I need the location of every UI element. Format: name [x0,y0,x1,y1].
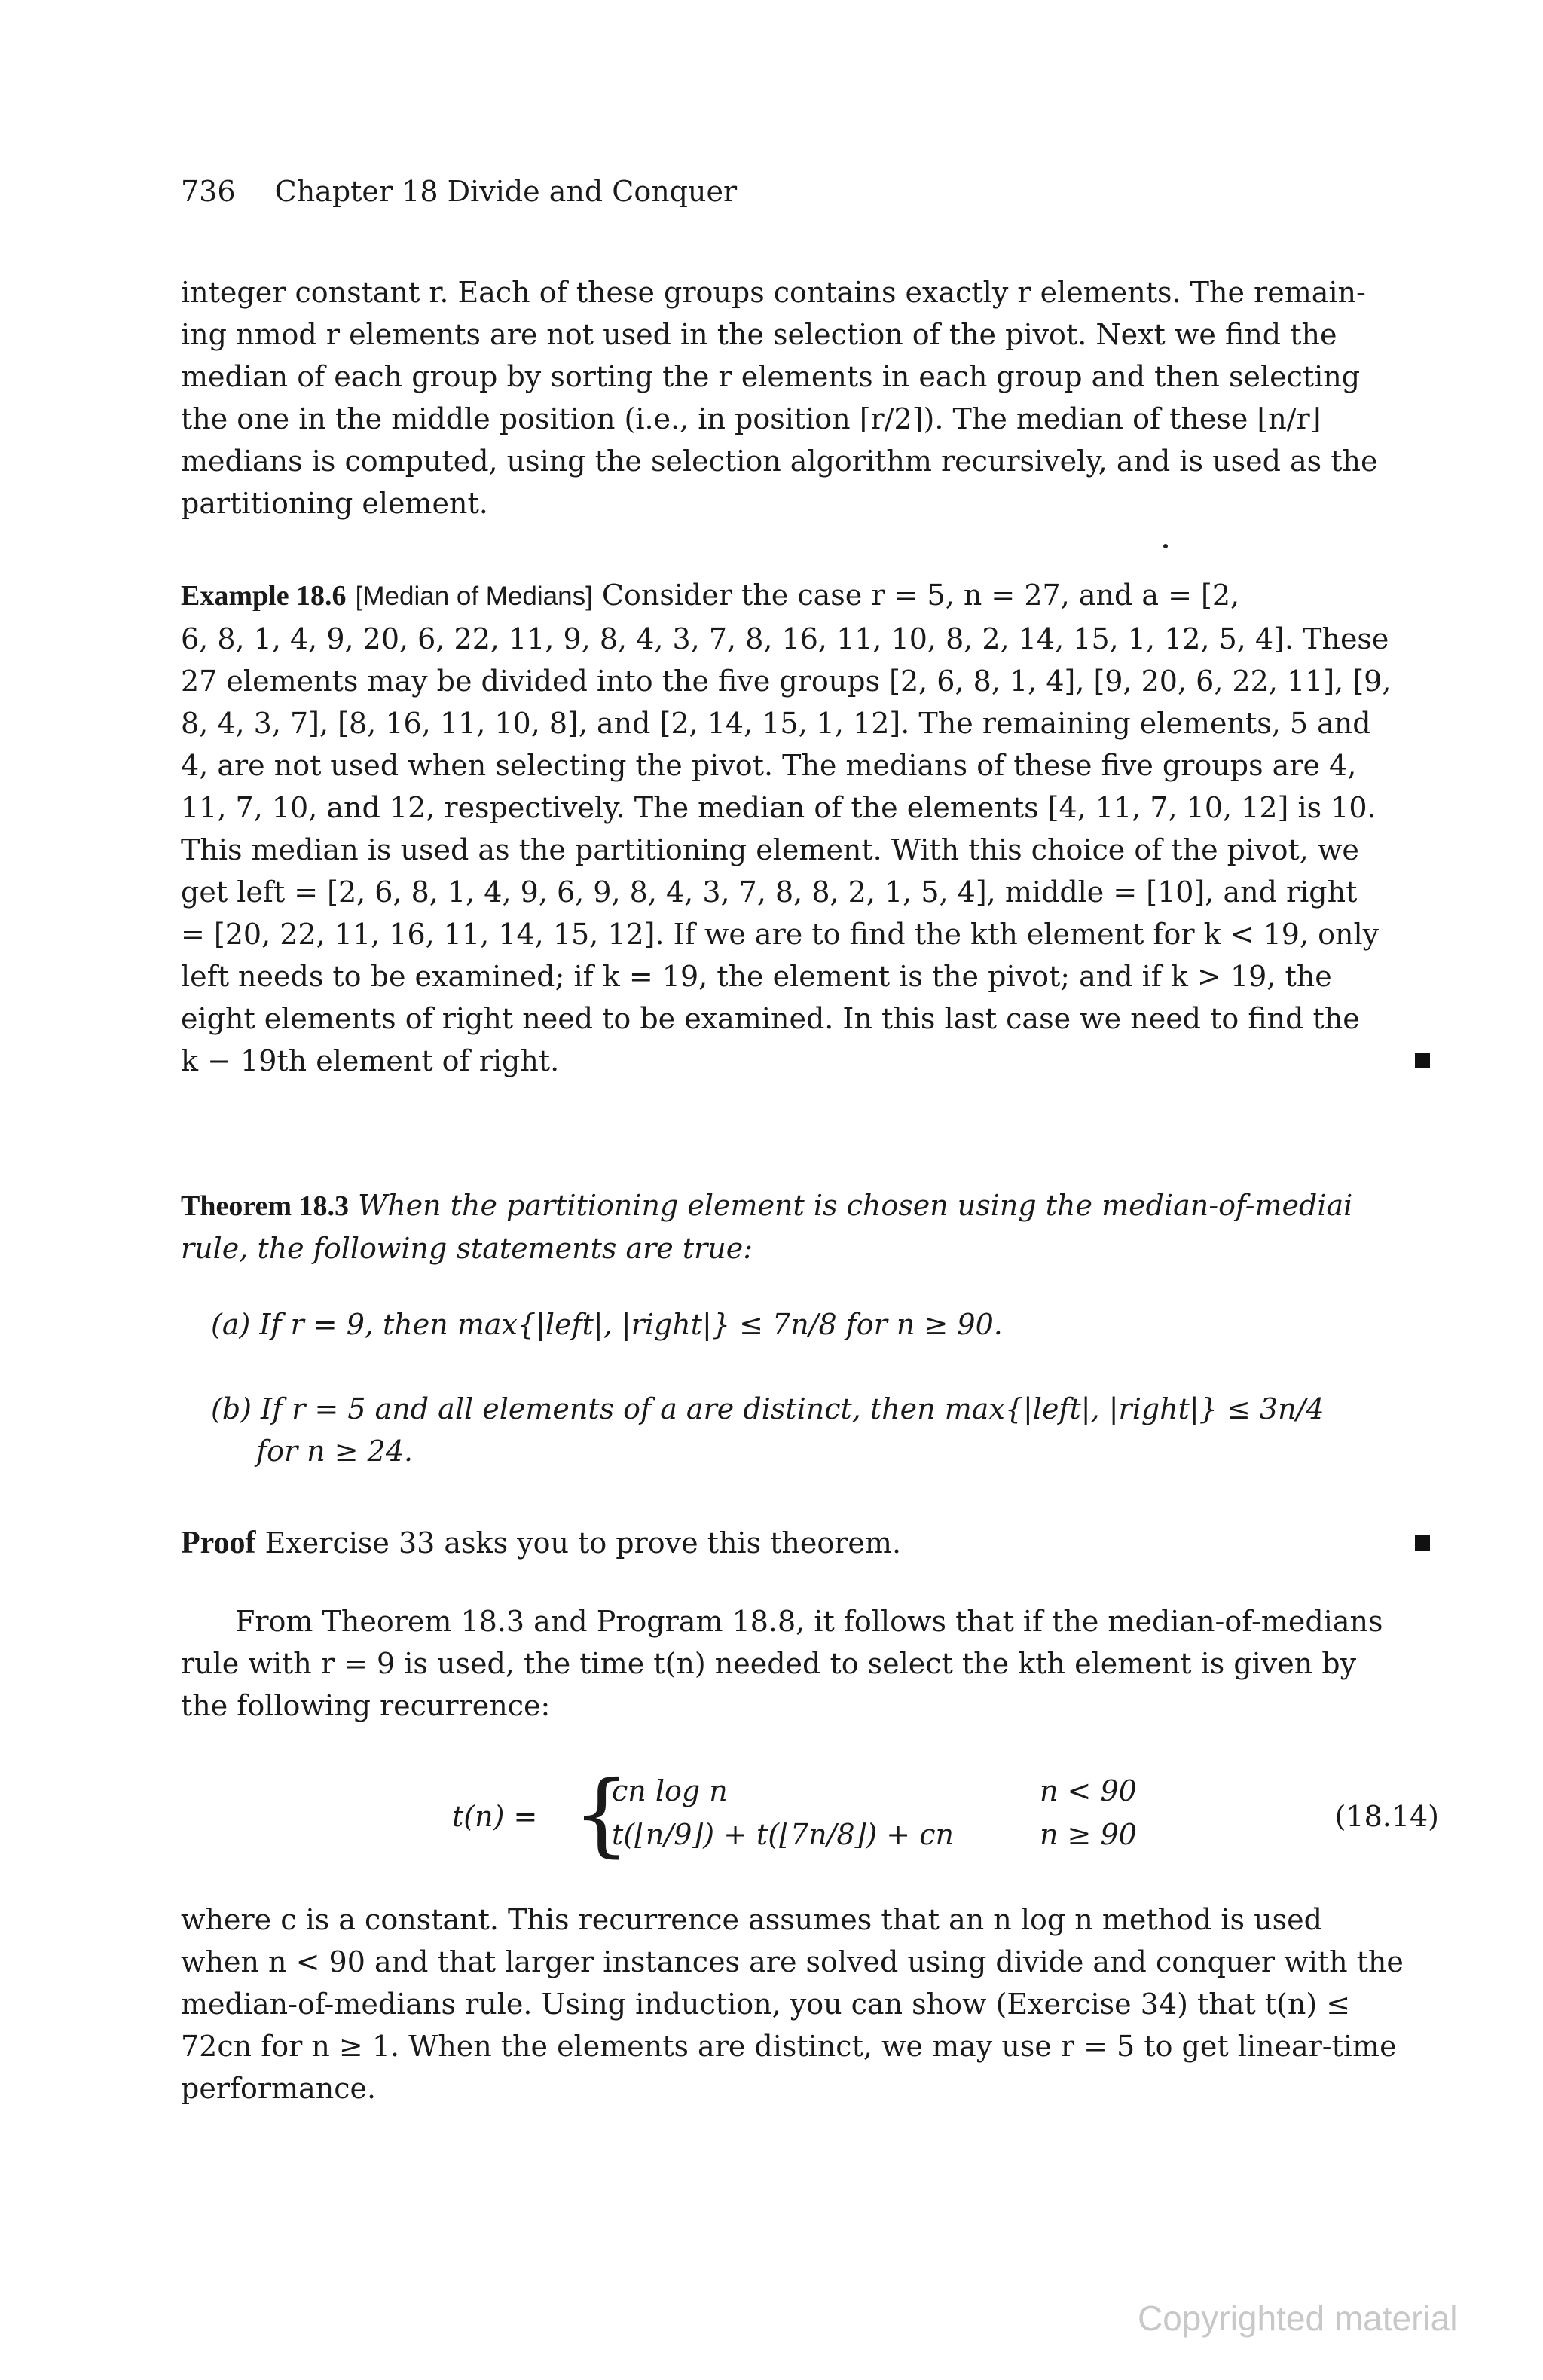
recurrence-paragraph [181,1600,1438,1727]
text-line: 6, 8, 1, 4, 9, 20, 6, 22, 11, 9, 8, 4, 3, 7, 8, 16, 11, 10, 8, 2, 14, 15, 1, 12, 5, 4]. These [181,622,1389,655]
text-line: left needs to be examined; if k = 19, the element is the pivot; and if k > 19, the [181,960,1332,993]
equation-brace: { [573,1762,631,1867]
scan-speck [1163,544,1168,548]
text-line: = [20, 22, 11, 16, 11, 14, 15, 12]. If we are to find the kth element for k < 19, only [181,918,1380,951]
text-line: where c is a constant. This recurrence assumes that an n log n method is used [181,1903,1322,1936]
text-line: (b) If r = 5 and all elements of a are distinct, then max{|left|, |right|} ≤ 3n/4 [211,1392,1325,1425]
text-line: medians is computed, using the selection algorithm recursively, and is used as the [181,445,1378,478]
proof-text: Exercise 33 asks you to prove this theorem. [264,1526,902,1560]
chapter-title: Chapter 18 Divide and Conquer [274,175,738,208]
proof-label: Proof [181,1526,256,1560]
case-1-expression: cn log n [612,1774,728,1807]
text-line: 27 elements may be divided into the five groups [2, 6, 8, 1, 4], [9, 20, 6, 22, 11], [9, [181,665,1392,698]
intro-paragraph [181,271,1438,524]
theorem-item-a: (a) If r = 9, then max{|left|, |right|} ≤ 7n/8 for n ≥ 90. [211,1308,1003,1341]
text-line: median of each group by sorting the r elements in each group and then selecting [181,360,1361,393]
recurrence-equation [452,1762,1439,1867]
text-line: for n ≥ 24. [256,1434,414,1468]
page-number: 736 [181,175,236,208]
text-line: when n < 90 and that larger instances are solved using divide and conquer with the [181,1945,1404,1978]
end-of-proof-mark [1415,1535,1430,1551]
text-line: k − 19th element of right. [181,1044,560,1077]
closing-paragraph [181,1899,1438,2110]
theorem-block [181,1184,1438,1269]
example-block [181,574,1438,1082]
example-title: [Median of Medians] [355,582,593,611]
theorem-statement: rule, the following statements are true: [181,1232,753,1265]
case-2-expression: t(⌊n/9⌋) + t(⌊7n/8⌋) + cn [612,1818,954,1851]
running-header [181,175,737,208]
text-line: the following recurrence: [181,1689,551,1722]
equation-number: (18.14) [1334,1800,1439,1833]
case-1-condition: n < 90 [1040,1774,1137,1807]
example-label: Example 18.6 [181,580,347,612]
text-line: 72cn for n ≥ 1. When the elements are distinct, we may use r = 5 to get linear-time [181,2030,1397,2063]
proof-block [181,1522,1438,1564]
equation-lhs: t(n) = [452,1800,538,1833]
text-line: integer constant r. Each of these groups contains exactly r elements. The remain- [181,276,1366,309]
text-line: ing nmod r elements are not used in the selection of the pivot. Next we find the [181,318,1337,351]
case-2-condition: n ≥ 90 [1040,1818,1137,1851]
text-line: 4, are not used when selecting the pivot. The medians of these five groups are 4, [181,749,1357,782]
copyright-watermark: Copyrighted material [1138,2299,1458,2338]
text-line: 11, 7, 10, and 12, respectively. The median of the elements [4, 11, 7, 10, 12] is 10. [181,791,1376,824]
text-line: From Theorem 18.3 and Program 18.8, it follows that if the median-of-medians [235,1605,1383,1638]
text-line: 8, 4, 3, 7], [8, 16, 11, 10, 8], and [2, 14, 15, 1, 12]. The remaining elements, 5 and [181,707,1371,740]
text-line: partitioning element. [181,487,488,520]
text-line: get left = [2, 6, 8, 1, 4, 9, 6, 9, 8, 4, 3, 7, 8, 8, 2, 1, 5, 4], middle = [10], and right [181,875,1358,909]
theorem-item-b [211,1388,1439,1472]
text-line: the one in the middle position (i.e., in position ⌈r/2⌉). The median of these ⌊n/r⌋ [181,402,1321,435]
end-of-example-mark [1415,1053,1430,1068]
text-line: This median is used as the partitioning element. With this choice of the pivot, we [181,833,1359,866]
text-line: median-of-medians rule. Using induction, you can show (Exercise 34) that t(n) ≤ [181,1987,1351,2021]
theorem-label: Theorem 18.3 [181,1190,350,1222]
theorem-statement: When the partitioning element is chosen using the median-of-mediai [358,1189,1353,1222]
text-line: Consider the case r = 5, n = 27, and a = [2, [601,579,1240,612]
text-line: performance. [181,2072,377,2105]
text-line: rule with r = 9 is used, the time t(n) needed to select the kth element is given by [181,1647,1357,1680]
text-line: eight elements of right need to be examined. In this last case we need to find the [181,1002,1360,1035]
